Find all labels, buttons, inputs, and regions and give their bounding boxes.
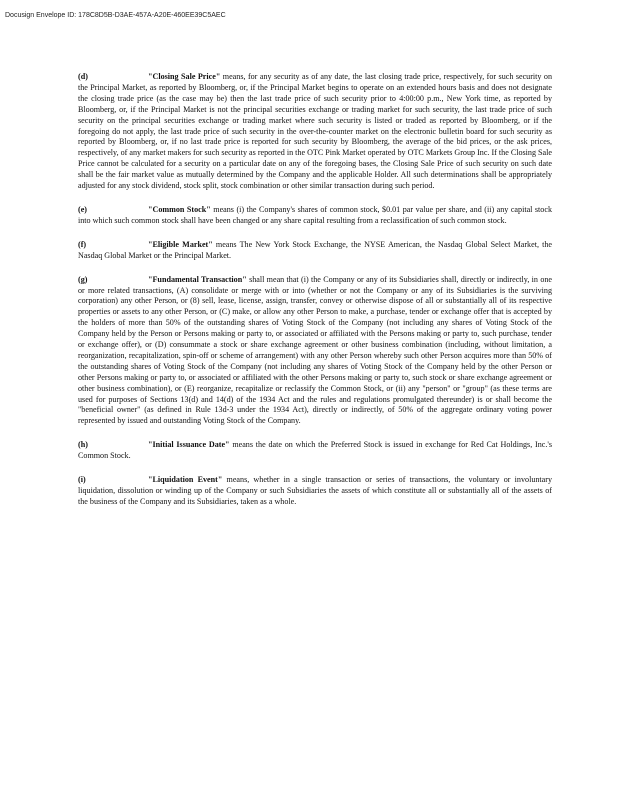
defined-term: "Closing Sale Price" (148, 72, 221, 81)
definition-g (78, 275, 552, 428)
defined-term: "Initial Issuance Date" (148, 440, 230, 450)
definition-e (78, 205, 552, 227)
definition-label: (e) (78, 204, 87, 214)
defined-term: "Eligible Market" (148, 239, 213, 249)
definition-d (78, 72, 552, 192)
definition-text: means the date on which the Preferred Stock is issued in exchange for Red Cat Holdings, Inc.'s Common Stock. (78, 440, 552, 461)
definition-f (78, 240, 552, 262)
definition-text: means, for any security as of any date, the last closing trade price, respectively, for such security on the Principal Market, as reported by Bloomberg, or, if the Principal Market begins to operate on an extended hours basis and does not designate the closing trade price (as the case may be) then the last trade price of such security prior to 4:00:00 p.m., New York time, as reported by Bloomberg, or, if the Principal Market is not the principal securities exchange or trading market for such security, the last trade price of such security on the principal securities exchange or trading market where such security is listed or traded as reported by Bloomberg, or if the foregoing do not apply, the last trade price of such security in the over-the-counter market on the electronic bulletin board for such security as reported by Bloomberg, or, if no last trade price is reported for such security by Bloomberg, the average of the bid prices, or the ask prices, respectively, of any market makers for such security as reported in the OTC Pink Market operated by OTC Markets Group Inc. If the Closing Sale Price cannot be calculated for a security on a particular date on any of the foregoing bases, the Closing Sale Price of such security on such date shall be the fair market value as mutually determined by the Company and the applicable Holder. All such determinations shall be appropriately adjusted for any stock dividend, stock split, stock combination or other similar transaction during such period. (78, 72, 552, 191)
document-body (78, 72, 552, 521)
definition-label: (f) (78, 239, 87, 249)
definition-i (78, 475, 552, 508)
definition-label: (d) (78, 72, 88, 81)
definition-text: shall mean that (i) the Company or any of its Subsidiaries shall, directly or indirectly, in one or more related transactions, (A) consolidate or merge with or into (whether or not the Company or any of its Subsidiaries is the surviving corporation) any other Person, or (8) sell, lease, license, assign, transfer, convey or otherwise dispose of all or substantially all of its respective properties or assets to any other Person, or (C) make, or allow any other Person to make, a purchase, tender or exchange offer that is accepted by the holders of more than 50% of the outstanding shares of Voting Stock of the Company (not including any shares of Voting Stock of the Company held by the Person or Persons making or party to, or associated or affiliated with the Persons making or party to, such purchase, tender or exchange offer), or (D) consummate a stock or share exchange agreement or other business combination (including, without limitation, a reorganization, recapitalization, spin-off or scheme of arrangement) with any other Person whereby such other Person acquires more than 50% of the outstanding shares of Voting Stock of the Company (not including any shares of Voting Stock of the Company held by the other Person or other Persons making or party to, or associated or affiliated with the other Persons making or party to, such stock or share exchange agreement or other business combination), or (E) reorganize, recapitalize or reclassify the Common Stock, or (ii) any "person" or "group" (as these terms are used for purposes of Sections 13(d) and 14(d) of the 1934 Act and the rules and regulations promulgated thereunder) is or shall become the "beneficial owner" (as defined in Rule 13d-3 under the 1934 Act), directly or indirectly, of 50% of the aggregate ordinary voting power represented by issued and outstanding Voting Stock of the Company. (78, 274, 552, 426)
definition-text: means The New York Stock Exchange, the NYSE American, the Nasdaq Global Select Market, the Nasdaq Global Market or the Principal Market. (78, 239, 553, 260)
definition-label: (g) (78, 274, 88, 284)
definition-text: means (i) the Company's shares of common stock, $0.01 par value per share, and (ii) any capital stock into which such common stock shall have been changed or any share capital resulting from a reclassification of such common stock. (78, 204, 552, 225)
defined-term: "Liquidation Event" (148, 475, 223, 485)
docusign-envelope-id: Docusign Envelope ID: 178C8D5B-D3AE-457A-A20E-460EE39C5AEC (5, 12, 226, 19)
defined-term: "Common Stock" (148, 204, 211, 214)
definition-label: (i) (78, 475, 86, 485)
definition-label: (h) (78, 440, 88, 450)
definition-text: means, whether in a single transaction or series of transactions, the voluntary or involuntary liquidation, dissolution or winding up of the Company or such Subsidiaries the assets of which constitute all or substantially all of the assets of the business of the Company and its Subsidiaries, taken as a whole. (78, 475, 552, 506)
defined-term: "Fundamental Transaction" (148, 274, 247, 284)
definition-h (78, 440, 552, 462)
